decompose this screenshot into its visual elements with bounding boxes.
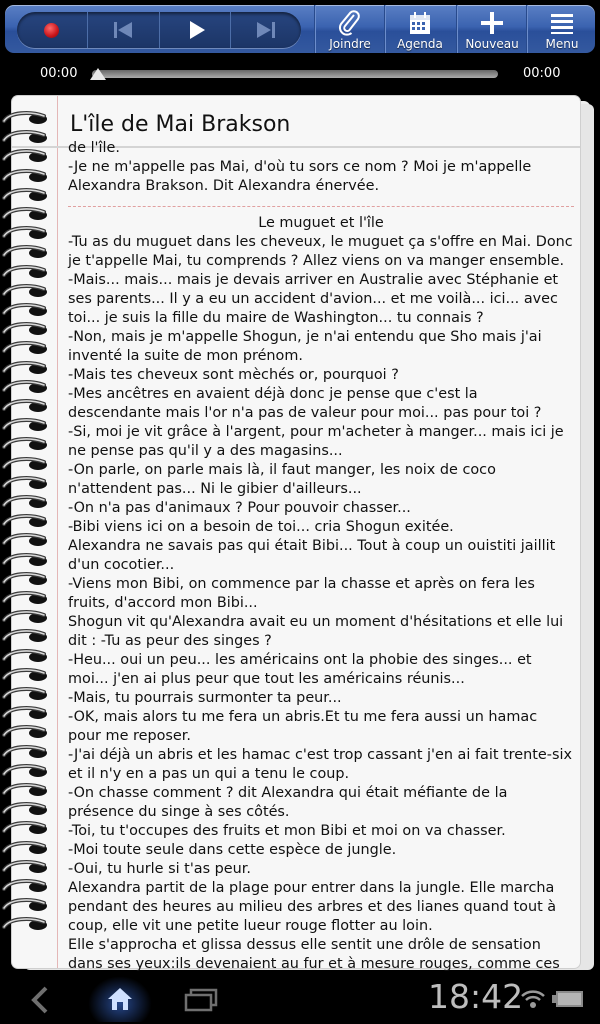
total-time: 00:00 [523, 66, 561, 81]
battery-icon [552, 990, 584, 1008]
top-toolbar [5, 5, 595, 53]
menu-button[interactable] [527, 5, 596, 53]
spiral-ring [0, 206, 56, 223]
spiral-ring [0, 148, 56, 165]
note-paragraph: -Toi, tu t'occupes des fruits et mon Bibi et moi on va chasser. [68, 823, 506, 839]
plus-icon [478, 9, 506, 37]
note-paragraph: -Viens mon Bibi, on commence par la chasse et après on fera les fruits, d'accord mon Bibi... [68, 576, 535, 611]
spiral-ring [0, 744, 56, 761]
back-icon[interactable] [30, 986, 50, 1014]
next-track-icon [255, 21, 277, 39]
spiral-ring [0, 283, 56, 300]
attach-button[interactable] [315, 5, 384, 53]
new-note-button[interactable] [457, 5, 526, 53]
spiral-binding [0, 110, 60, 950]
record-button[interactable] [17, 12, 88, 48]
note-paragraph: -Mais... mais... mais je devais arriver en Australie avec Stéphanie et ses parents... Il y a eu un accident d'avion... et me voilà... ici... avec toi... je suis la fille du maire de Washington... tu connais ? [68, 272, 559, 326]
next-track-button[interactable] [231, 12, 301, 48]
note-paragraph: -Mais tes cheveux sont mèchés or, pourquoi ? [68, 367, 399, 383]
spiral-ring [0, 571, 56, 588]
spiral-ring [0, 513, 56, 530]
note-paragraph: -Mes ancêtres en avaient déjà donc je pense que c'est la descendante mais l'or n'a pas de valeur pour moi... pas pour toi ? [68, 386, 542, 421]
play-icon [186, 21, 208, 39]
note-page[interactable] [12, 96, 580, 972]
note-paragraph: Elle s'approcha et glissa dessus elle sentit une drôle de sensation dans ses yeux:ils devenaient au fur et à mesure rouges, comme ces [68, 937, 560, 972]
menu-label: Menu [545, 37, 579, 51]
spiral-ring [0, 897, 56, 914]
spiral-ring [0, 494, 56, 511]
note-paragraph: -OK, mais alors tu me fera un abris.Et tu me fera aussi un hamac pour me reposer. [68, 709, 538, 744]
note-title[interactable]: L'île de Mai Brakson [70, 112, 291, 137]
note-paragraph: -Moi toute seule dans cette espèce de jungle. [68, 842, 397, 858]
spiral-ring [0, 820, 56, 837]
spiral-ring [0, 302, 56, 319]
spiral-ring [0, 360, 56, 377]
spiral-ring [0, 667, 56, 684]
spiral-ring [0, 763, 56, 780]
status-clock: 18:42 [428, 977, 524, 1016]
calendar-label: Agenda [397, 37, 443, 51]
previous-track-button[interactable] [88, 12, 159, 48]
spiral-ring [0, 628, 56, 645]
spiral-ring [0, 244, 56, 261]
paperclip-icon [336, 9, 364, 37]
note-paragraph: Shogun vit qu'Alexandra avait eu un moment d'hésitations et elle lui dit : -Tu as peur des singes ? [68, 614, 564, 649]
spiral-ring [0, 264, 56, 281]
wifi-icon [520, 988, 546, 1010]
spiral-ring [0, 609, 56, 626]
home-button[interactable] [88, 976, 152, 1022]
note-paragraph: -On chasse comment ? dit Alexandra qui était méfiante de la présence du singe à ses côtés. [68, 785, 508, 820]
spiral-ring [0, 475, 56, 492]
spiral-ring [0, 110, 56, 127]
note-paragraph: -Tu as du muguet dans les cheveux, le muguet ça s'offre en Mai. Donc je t'appelle Mai, tu comprends ? Allez viens on va manger ensemble. [68, 234, 573, 269]
note-paragraph: -J'ai déjà un abris et les hamac c'est trop cassant j'en ai fait trente-six et il n'y en a pas un qui a tenu le coup. [68, 747, 572, 782]
spiral-ring [0, 456, 56, 473]
spiral-ring [0, 168, 56, 185]
spiral-ring [0, 379, 56, 396]
note-paragraph: -Oui, tu hurle si t'as peur. [68, 861, 251, 877]
note-paragraph: -On parle, on parle mais là, il faut manger, les noix de coco n'attendent pas... Ni le gibier d'ailleurs... [68, 462, 496, 497]
current-time: 00:00 [40, 66, 78, 81]
spiral-ring [0, 552, 56, 569]
spiral-ring [0, 878, 56, 895]
section-title: Le muguet et l'île [258, 215, 384, 231]
spiral-ring [0, 648, 56, 665]
spiral-ring [0, 532, 56, 549]
record-icon [44, 23, 59, 38]
spiral-ring [0, 417, 56, 434]
play-button[interactable] [160, 12, 231, 48]
spiral-ring [0, 840, 56, 857]
note-paragraph: Alexandra ne savais pas qui était Bibi... Tout à coup un ouistiti jaillit d'un cocotier... [68, 538, 556, 573]
spiral-ring [0, 686, 56, 703]
note-paragraph: -Je ne m'appelle pas Mai, d'où tu sors ce nom ? Moi je m'appelle Alexandra Brakson. Dit Alexandra énervée. [68, 159, 532, 194]
note-paragraph: Alexandra partit de la plage pour entrer dans la jungle. Elle marcha pendant des heures au milieu des arbres et des lianes quand tout à coup, elle vit une petite lueur rouge flotter au loin. [68, 880, 557, 934]
home-icon [106, 986, 134, 1012]
calendar-icon [406, 9, 434, 37]
spiral-ring [0, 782, 56, 799]
spiral-ring [0, 724, 56, 741]
spiral-ring [0, 705, 56, 722]
spiral-ring [0, 436, 56, 453]
note-paragraph: -Non, mais je m'appelle Shogun, je n'ai entendu que Sho mais j'ai inventé la suite de mon prénom. [68, 329, 542, 364]
spiral-ring [0, 187, 56, 204]
menu-lines-icon [548, 9, 576, 37]
note-paragraph: -On n'a pas d'animaux ? Pour pouvoir chasser... [68, 500, 411, 516]
note-paragraph: -Heu... oui un peu... les américains ont la phobie des singes... et moi... j'en ai plus peur que tout les américains réunis... [68, 652, 532, 687]
spiral-ring [0, 129, 56, 146]
new-note-label: Nouveau [465, 37, 519, 51]
spiral-ring [0, 801, 56, 818]
spiral-ring [0, 590, 56, 607]
progress-track[interactable] [92, 70, 498, 78]
spiral-ring [0, 859, 56, 876]
spiral-ring [0, 398, 56, 415]
note-paragraph: -Bibi viens ici on a besoin de toi... cria Shogun exitée. [68, 519, 454, 535]
note-body[interactable] [68, 140, 574, 972]
previous-track-icon [112, 21, 134, 39]
note-paragraph: -Si, moi je vit grâce à l'argent, pour m'acheter à manger... mais ici je ne pense pas qu'il y a des magasins... [68, 424, 564, 459]
progress-thumb[interactable] [90, 68, 106, 80]
recent-apps-icon[interactable] [184, 988, 218, 1012]
calendar-button[interactable] [385, 5, 454, 53]
section-divider [68, 206, 574, 207]
audio-player-controls [17, 12, 301, 48]
spiral-ring [0, 916, 56, 933]
note-paragraph: -Mais, tu pourrais surmonter ta peur... [68, 690, 342, 706]
spiral-ring [0, 225, 56, 242]
cut-off-line: de l'île. [68, 140, 120, 156]
spiral-ring [0, 321, 56, 338]
attach-label: Joindre [329, 37, 371, 51]
spiral-ring [0, 340, 56, 357]
